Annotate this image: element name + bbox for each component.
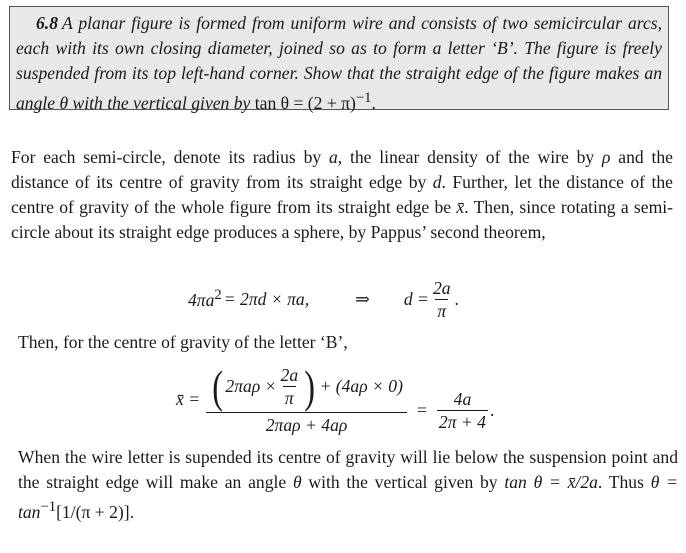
tan-expression: tan θ = x̄/2a (504, 472, 598, 492)
eq1-lhs-text: 4πa (188, 289, 215, 310)
paragraph-text (11, 145, 673, 245)
var-rho: ρ (602, 147, 611, 167)
implies-symbol: ⇒ (355, 288, 370, 309)
eq1-end: . (454, 288, 459, 309)
problem-statement-box (9, 6, 669, 113)
problem-formula: tan θ = (2 + π) (254, 92, 356, 113)
text-run: . Then, since rotating a semi-circle about its straight edge produces a sphere, by Pappus’ second theorem, (11, 197, 674, 242)
eq2-result-fraction (437, 388, 488, 433)
text-run: . Thus (597, 472, 651, 492)
eq2-end: . (489, 399, 495, 420)
text-run: and the distance of its centre of gravity from its straight edge by (11, 147, 673, 192)
text-run: [1/(π + 2)]. (56, 501, 134, 522)
eq1-lhs (188, 287, 222, 311)
fraction-numerator: 2a (432, 277, 451, 298)
text-run: , the linear density of the wire by (337, 147, 603, 167)
eq2-inner-term: 2πaρ × (225, 376, 277, 396)
problem-number: 6.8 (36, 13, 58, 33)
inner-numerator: 2a (280, 365, 299, 385)
var-a: a (328, 147, 338, 167)
eq2-denominator: 2πaρ + 4aρ (265, 414, 348, 435)
conclusion-paragraph (18, 445, 678, 525)
eq2-plus-term: + (4aρ × 0) (319, 376, 403, 396)
problem-formula-end: . (371, 92, 376, 113)
problem-body: A planar figure is formed from uniform wire and consists of two semicircular arcs, each with its own closing diameter, joined so as to form a letter ‘B’. The figure is freely suspended from its top left-hand corner. Show that the straight edge of the figure makes an angle θ with the vertical given by (16, 13, 662, 113)
result-denominator: 2π + 4 (438, 411, 486, 432)
eq2-equals: = (416, 399, 427, 420)
var-d: d (432, 172, 442, 192)
inverse-exponent: −1 (40, 499, 57, 515)
equation-centre-of-gravity (176, 358, 536, 440)
eq2-denominator-wrap (206, 412, 407, 437)
result-numerator: 4a (453, 388, 472, 409)
fraction-2a-over-pi (431, 277, 453, 322)
inner-fraction (279, 364, 301, 409)
then-text: Then, for the centre of gravity of the letter ‘B’, (18, 332, 348, 352)
text-run: with the vertical given by (301, 472, 505, 492)
eq1-d: d = (403, 288, 429, 309)
solution-paragraph-1 (11, 145, 673, 245)
eq2-numerator (206, 362, 407, 412)
problem-formula-exponent: −1 (355, 90, 372, 106)
text-run: . Further, let the distance of the centre of gravity of the whole figure from its straight edge be (11, 172, 673, 217)
problem-text (16, 11, 662, 116)
eq2-main-fraction (206, 362, 407, 437)
text-run: When the wire letter is supended its centre of gravity will lie below the suspension point and the straight edge will make an angle (18, 447, 678, 492)
eq1-rhs: = 2πd × πa, (223, 288, 310, 309)
var-xbar: x̄ (456, 197, 465, 217)
equation-pappus (188, 272, 459, 326)
inner-denominator: π (284, 388, 294, 408)
text-run: For each semi-circle, denote its radius by (11, 147, 329, 167)
eq2-xbar: x̄ = (176, 388, 201, 409)
fraction-denominator: π (437, 300, 447, 321)
eq1-exp: 2 (214, 287, 222, 304)
right-paren: ) (304, 360, 316, 412)
var-theta: θ (292, 472, 302, 492)
theta-expression: θ = tan (18, 472, 678, 522)
left-paren: ( (212, 360, 224, 412)
